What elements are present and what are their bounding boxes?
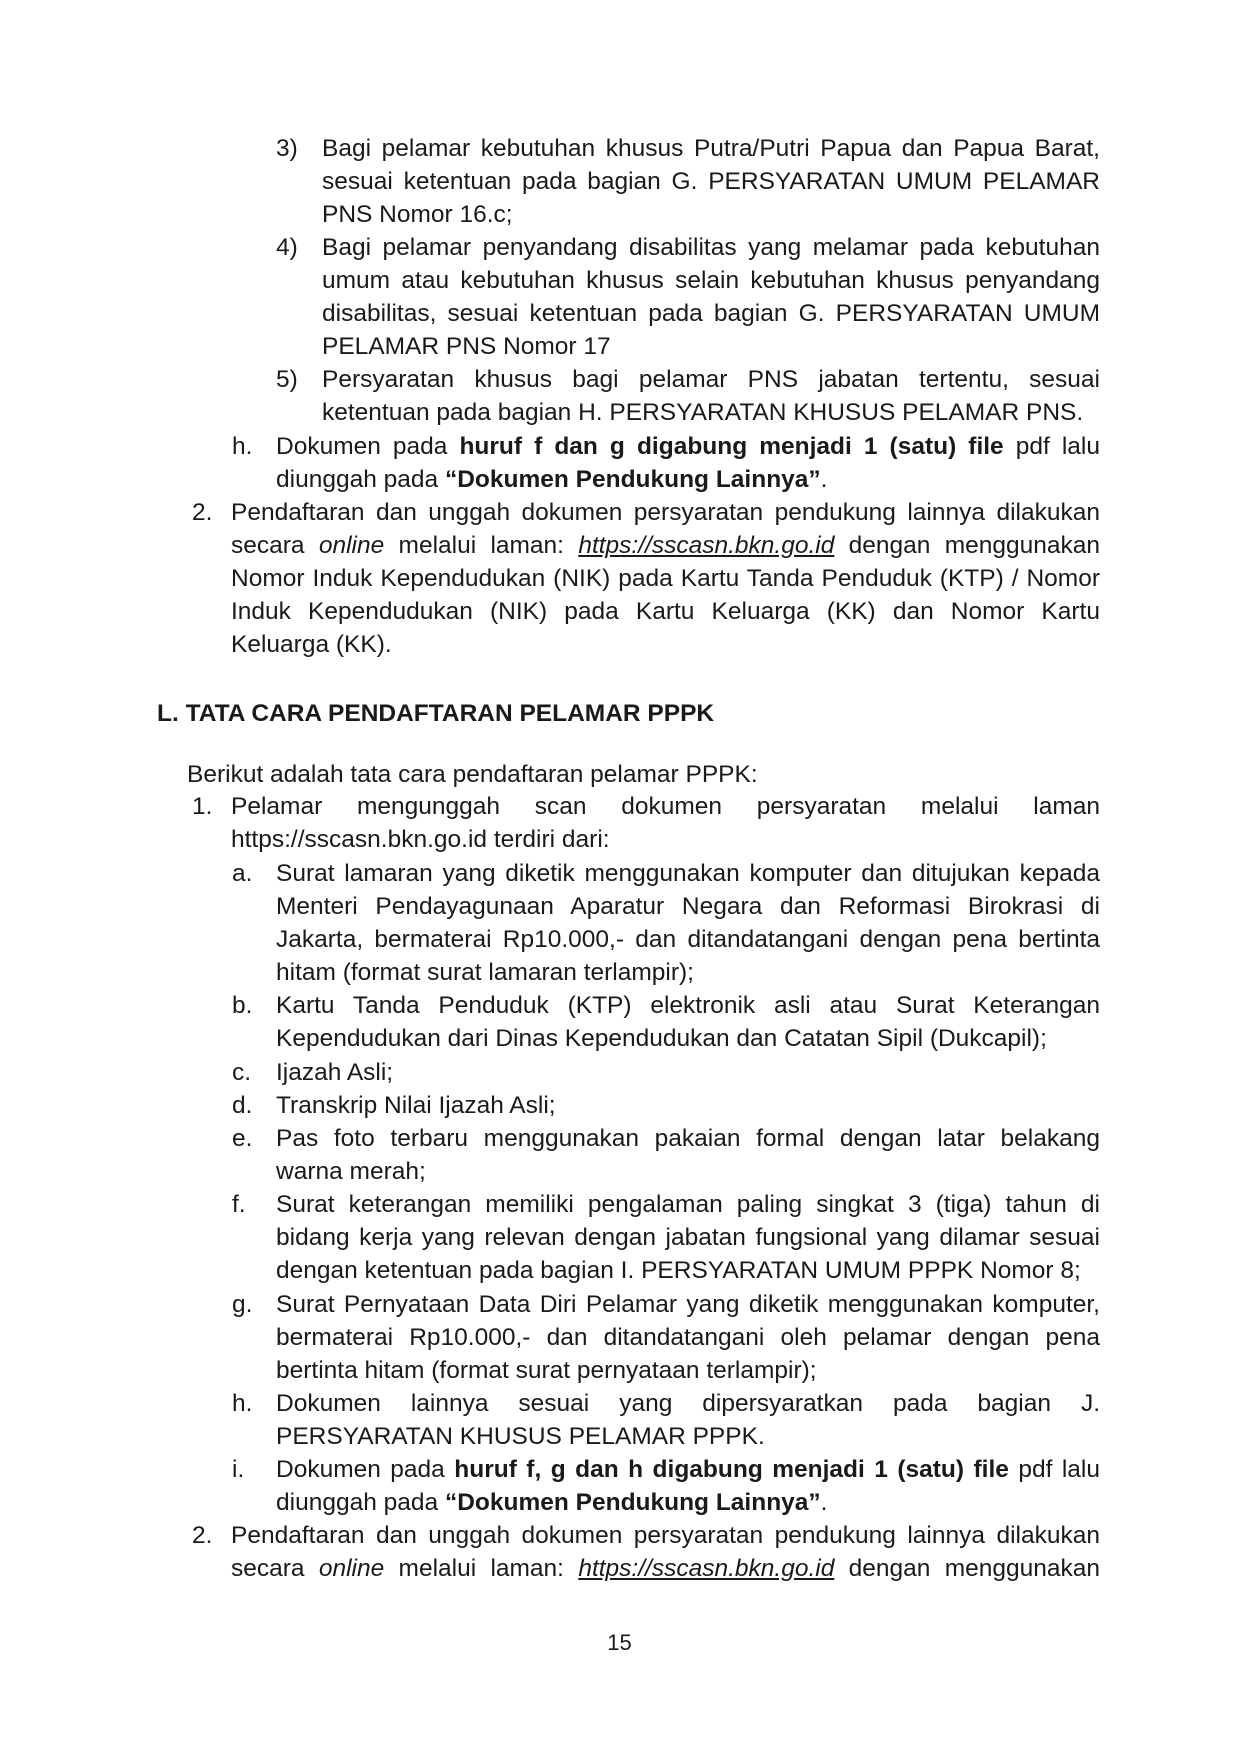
item-2-upper-marker: 2. (192, 499, 213, 526)
sub-item-3-text: Bagi pelamar kebutuhan khusus Putra/Putri Papua dan Papua Barat, sesuai ketentuan pada bagian G. PERSYARATAN UMUM PELAMAR PNS Nomor 16.c; (322, 135, 1100, 228)
item-d-text: Transkrip Nilai Ijazah Asli; (276, 1092, 556, 1119)
item-h-lower-marker: h. (232, 1390, 253, 1417)
item-e-text: Pas foto terbaru menggunakan pakaian formal dengan latar belakang warna merah; (276, 1125, 1100, 1185)
item-h-lower (232, 1387, 1100, 1453)
item-2-lower-marker: 2. (192, 1522, 213, 1549)
sub-item-3 (276, 132, 1100, 231)
item-g-text: Surat Pernyataan Data Diri Pelamar yang diketik menggunakan komputer, bermaterai Rp10.000,- dan ditandatangani oleh pelamar dengan pena bertinta hitam (format surat pernyataan terlampir); (276, 1291, 1100, 1384)
sub-item-3-marker: 3) (276, 135, 298, 162)
item-c-text: Ijazah Asli; (276, 1059, 394, 1086)
sscasn-link-lower[interactable]: https://sscasn.bkn.go.id (578, 1555, 835, 1582)
sub-item-5-text: Persyaratan khusus bagi pelamar PNS jabatan tertentu, sesuai ketentuan pada bagian H. PERSYARATAN KHUSUS PELAMAR PNS. (322, 366, 1100, 426)
sub-item-4-text: Bagi pelamar penyandang disabilitas yang melamar pada kebutuhan umum atau kebutuhan khusus selain kebutuhan khusus penyandang disabilitas, sesuai ketentuan pada bagian G. PERSYARATAN UMUM PELAMAR PNS Nomor 17 (322, 234, 1100, 360)
item-a-text: Surat lamaran yang diketik menggunakan komputer dan ditujukan kepada Menteri Pendayagunaan Aparatur Negara dan Reformasi Birokrasi di Jakarta, bermaterai Rp10.000,- dan ditandatangani dengan pena bertinta hitam (format surat lamaran terlampir); (276, 860, 1100, 986)
item-f (232, 1188, 1100, 1287)
item-d (232, 1089, 1100, 1122)
item-a (232, 857, 1100, 989)
item-1-text: Pelamar mengunggah scan dokumen persyaratan melalui laman https://sscasn.bkn.go.id terdiri dari: (231, 793, 1100, 853)
item-e (232, 1122, 1100, 1188)
sub-item-5-marker: 5) (276, 366, 298, 393)
item-i-marker: i. (232, 1456, 245, 1483)
page-number: 15 (607, 1630, 632, 1655)
item-2-upper-text: Pendaftaran dan unggah dokumen persyaratan pendukung lainnya dilakukan secara online melalui laman: https://sscasn.bkn.go.id dengan menggunakan Nomor Induk Kependudukan (NIK) pada Kartu Tanda Penduduk (KTP) / Nomor Induk Kependudukan (NIK) pada Kartu Keluarga (KK) dan Nomor Kartu Keluarga (KK). (231, 499, 1100, 658)
item-h-lower-text: Dokumen lainnya sesuai yang dipersyaratkan pada bagian J. PERSYARATAN KHUSUS PELAMAR PPPK. (276, 1390, 1100, 1450)
sub-item-5 (276, 363, 1100, 429)
item-c-marker: c. (232, 1059, 252, 1086)
item-b-text: Kartu Tanda Penduduk (KTP) elektronik asli atau Surat Keterangan Kependudukan dari Dinas Kependudukan dan Catatan Sipil (Dukcapil); (276, 992, 1100, 1052)
item-e-marker: e. (232, 1125, 253, 1152)
sub-item-4-marker: 4) (276, 234, 298, 261)
item-i-text: Dokumen pada huruf f, g dan h digabung menjadi 1 (satu) file pdf lalu diunggah pada “Dokumen Pendukung Lainnya”. (276, 1456, 1100, 1516)
item-h-upper (232, 430, 1100, 496)
item-c (232, 1056, 1100, 1089)
item-2-upper (192, 496, 1100, 661)
item-b (232, 989, 1100, 1055)
sscasn-link[interactable]: https://sscasn.bkn.go.id (578, 532, 835, 559)
item-a-marker: a. (232, 860, 253, 887)
item-1-marker: 1. (192, 793, 213, 820)
item-h-upper-text: Dokumen pada huruf f dan g digabung menjadi 1 (satu) file pdf lalu diunggah pada “Dokumen Pendukung Lainnya”. (276, 433, 1100, 493)
item-2-lower-text: Pendaftaran dan unggah dokumen persyaratan pendukung lainnya dilakukan secara online melalui laman: https://sscasn.bkn.go.id dengan menggunakan (231, 1522, 1100, 1582)
item-2-lower (192, 1519, 1100, 1585)
section-heading: L. TATA CARA PENDAFTARAN PELAMAR PPPK (157, 700, 715, 727)
item-1 (192, 790, 1100, 856)
item-f-text: Surat keterangan memiliki pengalaman paling singkat 3 (tiga) tahun di bidang kerja yang relevan dengan jabatan fungsional yang dilamar sesuai dengan ketentuan pada bagian I. PERSYARATAN UMUM PPPK Nomor 8; (276, 1191, 1100, 1284)
sub-item-4 (276, 231, 1100, 363)
item-f-marker: f. (232, 1191, 246, 1218)
item-g (232, 1288, 1100, 1387)
item-h-upper-marker: h. (232, 433, 253, 460)
intro-text: Berikut adalah tata cara pendaftaran pelamar PPPK: (187, 761, 758, 788)
item-d-marker: d. (232, 1092, 253, 1119)
item-g-marker: g. (232, 1291, 253, 1318)
item-i (232, 1453, 1100, 1519)
item-b-marker: b. (232, 992, 253, 1019)
